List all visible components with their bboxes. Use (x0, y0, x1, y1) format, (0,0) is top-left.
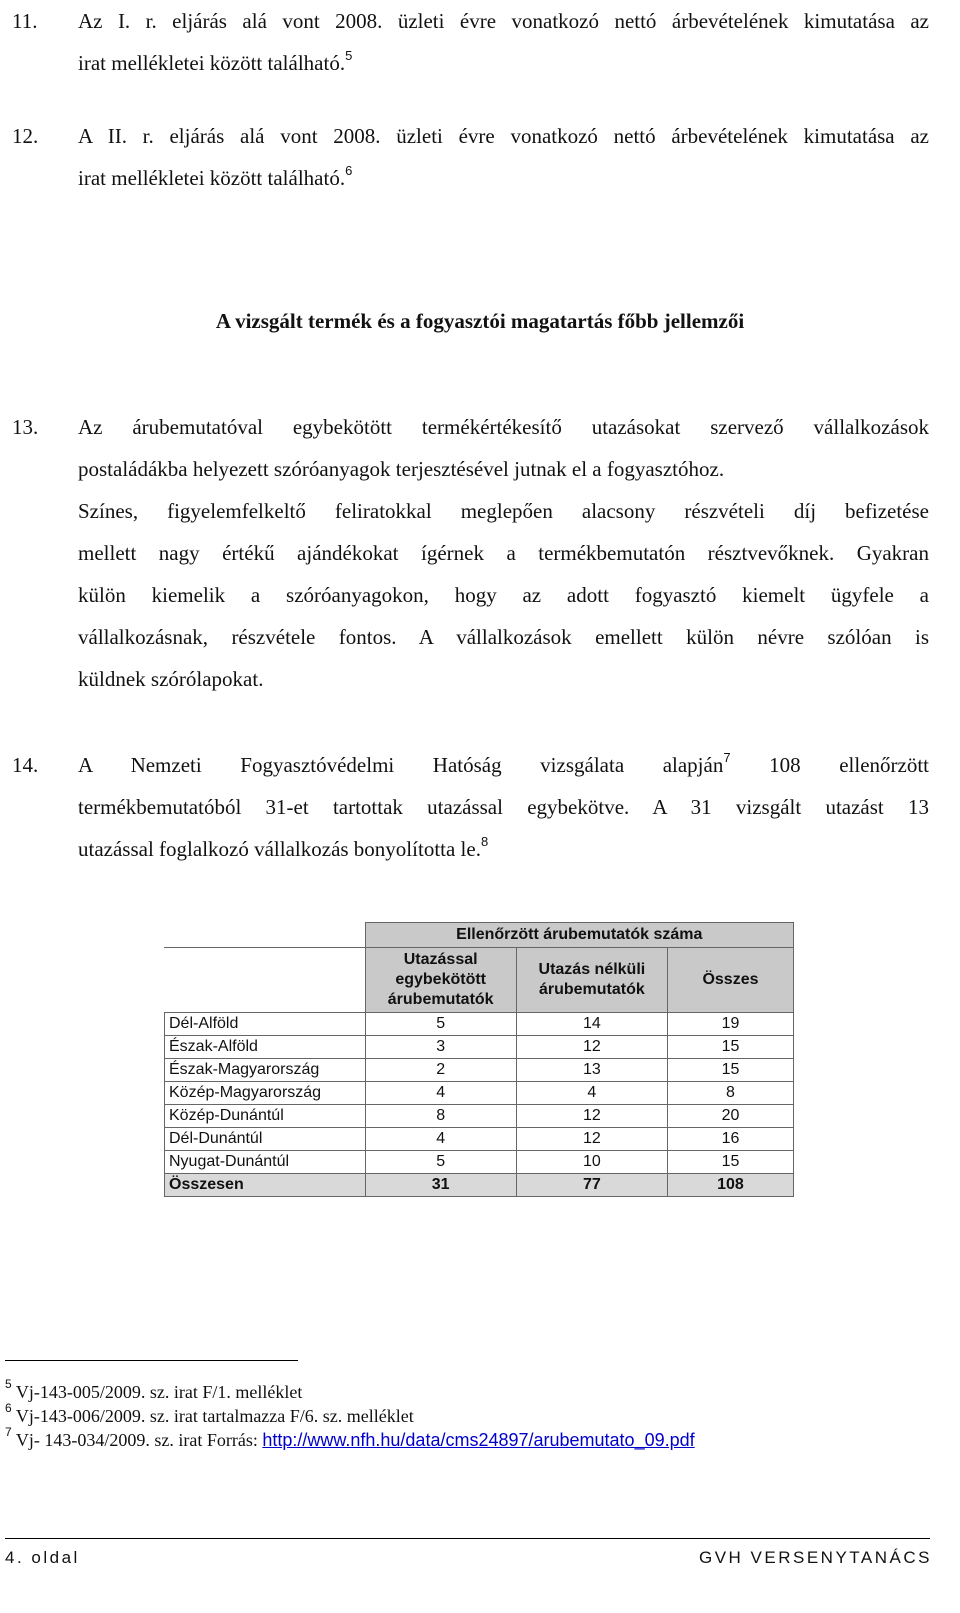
footnote-mark: 7 (5, 1425, 12, 1439)
table-row (165, 1036, 794, 1059)
table-row (165, 1013, 794, 1036)
table-corner-cell (165, 923, 366, 948)
column-header-without-travel: Utazás nélküli árubemutatók (516, 948, 667, 1013)
paragraph-13 (12, 406, 929, 700)
paragraph-text: irat mellékletei között található. (78, 166, 346, 190)
total-label-cell: Összesen (165, 1174, 366, 1197)
paragraph-12 (12, 115, 929, 199)
paragraph-text: 108 ellenőrzött (769, 753, 930, 777)
paragraph-number: 14. (12, 753, 39, 777)
paragraph-line: külön kiemelik a szóróanyagokon, hogy az adott fogyasztó kiemelt ügyfele a (78, 583, 929, 607)
region-cell: Észak-Magyarország (165, 1059, 366, 1082)
table-row (165, 1128, 794, 1151)
page-number: 4. oldal (5, 1548, 80, 1567)
value-cell: 12 (516, 1105, 667, 1128)
column-header-total: Összes (667, 948, 793, 1013)
region-cell: Dél-Dunántúl (165, 1128, 366, 1151)
footnote-ref[interactable]: 5 (345, 48, 353, 63)
footnote-6 (5, 1401, 414, 1427)
section-heading: A vizsgált termék és a fogyasztói magatartás főbb jellemzői (215, 309, 745, 333)
value-cell: 8 (667, 1082, 793, 1105)
paragraph-line: Az I. r. eljárás alá vont 2008. üzleti évre vonatkozó nettó árbevételének kimutatása az (78, 9, 929, 33)
paragraph-line (78, 744, 929, 786)
paragraph-line: Az árubemutatóval egybekötött termékértékesítő utazásokat szervező vállalkozások (78, 415, 929, 439)
table-total-row (165, 1174, 794, 1197)
footnote-source-link[interactable]: http://www.nfh.hu/data/cms24897/arubemutato_09.pdf (262, 1430, 695, 1450)
value-cell: 12 (516, 1128, 667, 1151)
paragraph-text: A Nemzeti Fogyasztóvédelmi Hatóság vizsgálata alapján (78, 753, 724, 777)
value-cell: 15 (667, 1036, 793, 1059)
value-cell: 3 (365, 1036, 516, 1059)
value-cell: 4 (516, 1082, 667, 1105)
total-value-cell: 108 (667, 1174, 793, 1197)
region-cell: Nyugat-Dunántúl (165, 1151, 366, 1174)
statistics-table (164, 922, 794, 1197)
value-cell: 5 (365, 1013, 516, 1036)
paragraph-text: irat mellékletei között található. (78, 51, 346, 75)
footnote-ref[interactable]: 8 (480, 834, 489, 849)
total-value-cell: 31 (365, 1174, 516, 1197)
paragraph-line: Színes, figyelemfelkeltő feliratokkal meglepően alacsony részvételi díj befizetése (78, 499, 929, 523)
column-header-with-travel: Utazással egybekötött árubemutatók (365, 948, 516, 1013)
value-cell: 4 (365, 1082, 516, 1105)
paragraph-11 (12, 0, 929, 84)
paragraph-line (78, 828, 929, 870)
value-cell: 8 (365, 1105, 516, 1128)
table-title: Ellenőrzött árubemutatók száma (365, 923, 793, 948)
region-cell: Közép-Magyarország (165, 1082, 366, 1105)
table-row (165, 1059, 794, 1082)
value-cell: 15 (667, 1059, 793, 1082)
paragraph-line: A II. r. eljárás alá vont 2008. üzleti évre vonatkozó nettó árbevételének kimutatása az (78, 124, 929, 148)
paragraph-line: vállalkozásnak, részvétele fontos. A vállalkozások emellett külön névre szólóan is (78, 625, 929, 649)
footer-separator (5, 1538, 930, 1539)
paragraph-number: 11. (12, 9, 38, 33)
paragraph-line: mellett nagy értékű ajándékokat ígérnek a termékbemutatón résztvevőknek. Gyakran (78, 541, 929, 565)
value-cell: 2 (365, 1059, 516, 1082)
table-row (165, 1151, 794, 1174)
value-cell: 13 (516, 1059, 667, 1082)
region-cell: Észak-Alföld (165, 1036, 366, 1059)
paragraph-line: küldnek szórólapokat. (78, 667, 264, 691)
value-cell: 14 (516, 1013, 667, 1036)
paragraph-14 (12, 744, 930, 870)
paragraph-text: utazással foglalkozó vállalkozás bonyolította le. (78, 837, 481, 861)
region-cell: Közép-Dunántúl (165, 1105, 366, 1128)
region-cell: Dél-Alföld (165, 1013, 366, 1036)
paragraph-line: termékbemutatóból 31-et tartottak utazással egybekötve. A 31 vizsgált utazást 13 (78, 795, 929, 819)
paragraph-line: postaládákba helyezett szóróanyagok terjesztésével jutnak el a fogyasztóhoz. (78, 457, 725, 481)
value-cell: 19 (667, 1013, 793, 1036)
table-header-row (165, 948, 794, 1013)
footnote-text: Vj-143-006/2009. sz. irat tartalmazza F/6. sz. melléklet (15, 1406, 414, 1426)
paragraph-line (78, 42, 929, 84)
value-cell: 5 (365, 1151, 516, 1174)
paragraph-number: 13. (12, 415, 39, 439)
value-cell: 16 (667, 1128, 793, 1151)
footer-organization: GVH VERSENYTANÁCS (698, 1548, 932, 1567)
paragraph-line (78, 157, 929, 199)
footnote-separator (5, 1360, 298, 1361)
footnote-7 (5, 1425, 695, 1451)
value-cell: 12 (516, 1036, 667, 1059)
value-cell: 15 (667, 1151, 793, 1174)
value-cell: 10 (516, 1151, 667, 1174)
footnote-5 (5, 1377, 303, 1403)
table-row (165, 1105, 794, 1128)
footnote-ref[interactable]: 7 (723, 750, 731, 765)
footnote-mark: 6 (5, 1401, 12, 1415)
value-cell: 4 (365, 1128, 516, 1151)
table-title-row (165, 923, 794, 948)
footnote-mark: 5 (5, 1377, 12, 1391)
footnote-text: Vj- 143-034/2009. sz. irat Forrás: (15, 1430, 263, 1450)
footnote-ref[interactable]: 6 (345, 163, 353, 178)
table-row (165, 1082, 794, 1105)
paragraph-number: 12. (12, 124, 39, 148)
total-value-cell: 77 (516, 1174, 667, 1197)
footnote-text: Vj-143-005/2009. sz. irat F/1. melléklet (15, 1382, 303, 1402)
value-cell: 20 (667, 1105, 793, 1128)
statistics-table-wrapper (164, 922, 794, 1197)
table-corner-cell (165, 948, 366, 1013)
